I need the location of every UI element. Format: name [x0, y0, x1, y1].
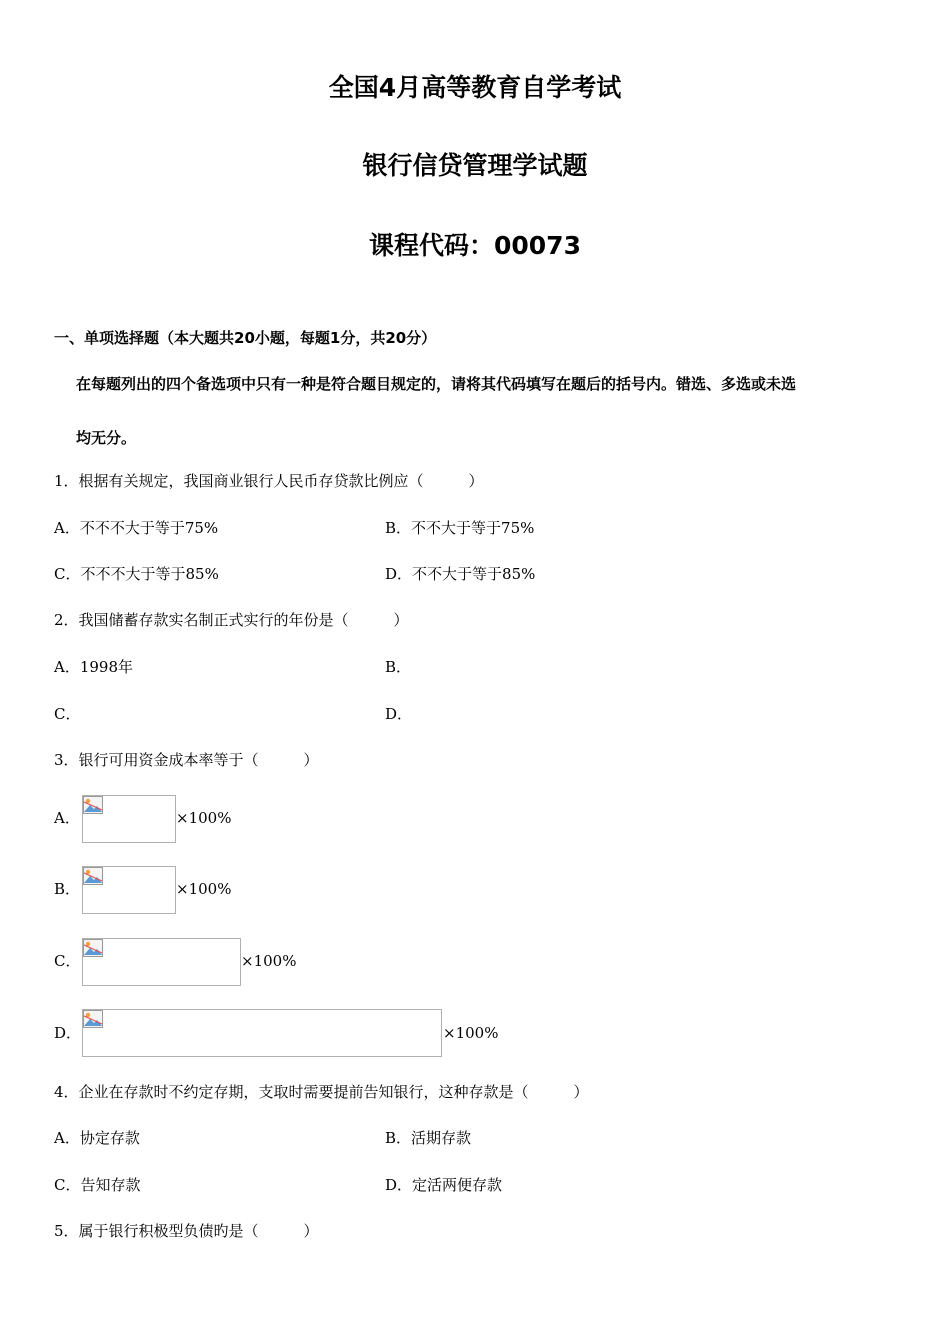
question-1-option-d: D．不不大于等于85%	[385, 565, 536, 583]
question-4-option-d: D．定活两便存款	[385, 1176, 503, 1194]
question-4-option-b: B．活期存款	[385, 1129, 472, 1147]
broken-image-icon	[83, 1010, 103, 1028]
question-1-option-a: A．不不不大于等于75%	[54, 519, 219, 537]
question-3: 3．银行可用资金成本率等于（ ）	[54, 751, 319, 769]
question-2: 2．我国储蓄存款实名制正式实行的年份是（ ）	[54, 611, 409, 629]
question-3-option-c-suffix: ×100%	[241, 952, 297, 970]
question-3-option-d-image	[82, 1009, 442, 1057]
question-3-option-a-suffix: ×100%	[176, 809, 232, 827]
question-2-option-b: B．	[385, 658, 412, 676]
question-3-option-a-image	[82, 795, 176, 843]
course-code: 课程代码：00073	[369, 231, 581, 260]
exam-subject-title: 银行信贷管理学试题	[362, 151, 588, 180]
question-3-option-d-suffix: ×100%	[443, 1024, 499, 1042]
question-1-option-c: C．不不不大于等于85%	[54, 565, 219, 583]
broken-image-icon	[83, 867, 103, 885]
question-3-option-b-image	[82, 866, 176, 914]
question-2-option-a: A．1998年	[54, 658, 134, 676]
section-instruction-line2: 均无分。	[76, 429, 137, 447]
question-3-option-a-label: A．	[54, 809, 80, 827]
question-1: 1．根据有关规定，我国商业银行人民币存贷款比例应（ ）	[54, 472, 484, 490]
question-1-option-b: B．不不大于等于75%	[385, 519, 535, 537]
question-4-option-a: A．协定存款	[54, 1129, 140, 1147]
broken-image-icon	[83, 796, 103, 814]
question-4-option-c: C．告知存款	[54, 1176, 141, 1194]
exam-title: 全国4月高等教育自学考试	[328, 73, 622, 102]
question-2-option-c: C．	[54, 705, 81, 723]
question-3-option-b-label: B．	[54, 880, 81, 898]
question-3-option-c-image	[82, 938, 241, 986]
section-instruction-line1: 在每题列出的四个备选项中只有一种是符合题目规定的，请将其代码填写在题后的括号内。错选、多选或未选	[76, 375, 797, 393]
broken-image-icon	[83, 939, 103, 957]
question-5: 5．属于银行积极型负债旳是（ ）	[54, 1222, 319, 1240]
section-heading: 一、单项选择题（本大题共20小题，每题1分，共20分）	[54, 329, 437, 347]
question-3-option-b-suffix: ×100%	[176, 880, 232, 898]
question-4: 4．企业在存款时不约定存期，支取时需要提前告知银行，这种存款是（ ）	[54, 1083, 589, 1101]
question-3-option-c-label: C．	[54, 952, 81, 970]
question-3-option-d-label: D．	[54, 1024, 82, 1042]
question-2-option-d: D．	[385, 705, 413, 723]
